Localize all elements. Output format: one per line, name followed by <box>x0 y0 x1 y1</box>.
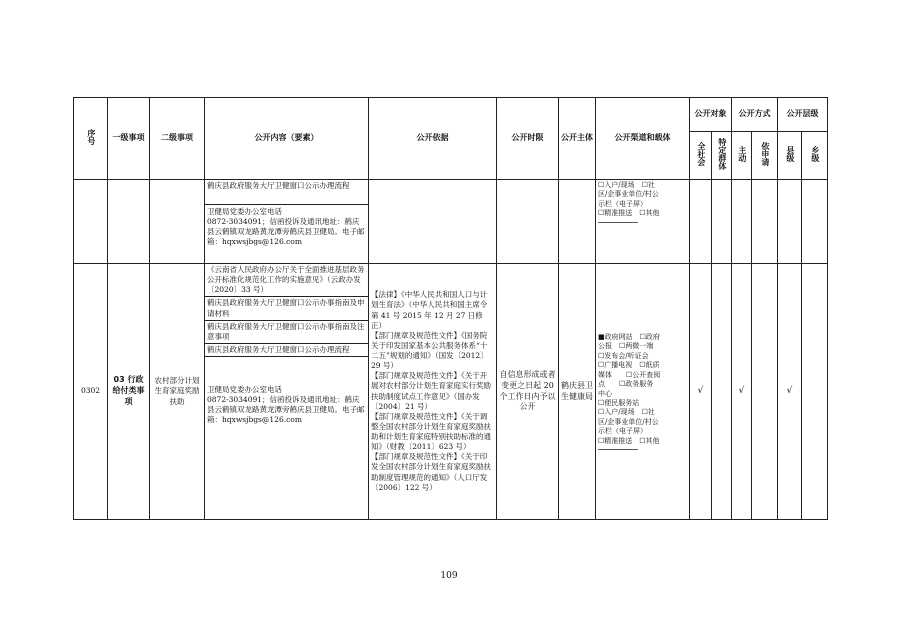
content-item: 《云南省人民政府办公厅关于全面推进基层政务公开标准化规范化工作的实施意见》（云政办发〔2020〕33 号） <box>205 264 368 297</box>
channel-option: ■政府网站 ☐政府 <box>598 332 660 341</box>
cell-target-specific <box>712 180 732 264</box>
cell-channel <box>596 180 690 264</box>
header-level: 公开层级 <box>778 98 828 132</box>
header-basis: 公开依据 <box>369 98 497 180</box>
cell-target-all <box>690 264 712 520</box>
channel-option: 示栏（电子屏） <box>598 427 647 436</box>
cell-subject <box>559 180 596 264</box>
header-channel: 公开渠道和载体 <box>596 98 690 180</box>
header-level-county: 县级 <box>778 132 802 180</box>
cell-level-county <box>778 264 802 520</box>
basis-item: 【法律】《中华人民共和国人口与计划生育法》（中华人民共和国主席令第 41 号 2015 年 12 月 27 日修正） <box>371 290 488 330</box>
basis-item: 【部门规章及规范性文件】《关于调整全国农村部分计划生育家庭奖励扶助和计划生育家庭特别扶助标准的通知》（财教〔2011〕623 号） <box>371 411 491 452</box>
header-target: 公开对象 <box>690 98 732 132</box>
cell-method-active <box>732 180 752 264</box>
content-item: 鹤庆县政府服务大厅卫健窗口公示办事指南及申请材料 <box>205 297 368 320</box>
cell-content <box>205 180 369 264</box>
page-number: 109 <box>440 571 458 581</box>
channel-option: 示栏（电子屏） <box>598 199 647 208</box>
content-item: 卫健局党委办公室电话 0872-3034091；信函投诉及通讯地址：鹤庆县云鹤镇双龙路黄龙潭旁鹤庆县卫健局。电子邮箱：hqxwsjbgs@126.com <box>207 207 365 247</box>
cell-time-limit <box>497 180 559 264</box>
header-level-township: 乡级 <box>802 132 828 180</box>
cell-level2: 农村部分计划生育家庭奖励扶助 <box>150 264 205 520</box>
cell-level-county <box>778 180 802 264</box>
table-row-0302 <box>74 264 828 520</box>
channel-option: 中心 <box>598 389 612 398</box>
cell-target-specific <box>712 264 732 520</box>
cell-subject: 鹤庆县卫生健康局 <box>559 264 596 520</box>
channel-option: ☐便民服务站 <box>598 398 640 407</box>
cell-level1 <box>108 180 150 264</box>
divider <box>598 222 638 223</box>
header-method-active: 主动 <box>732 132 752 180</box>
header-level1: 一级事项 <box>108 98 150 180</box>
channel-option: ☐入户/现场 ☐社 <box>598 408 655 417</box>
cell-basis <box>369 264 497 520</box>
basis-item: 【部门规章及规范性文件】《国务院关于印发国家基本公共服务体系“十二五”规划的通知》（国发〔2012〕29 号） <box>371 330 488 371</box>
cell-method-request <box>752 180 778 264</box>
basis-item: 【部门规章及规范性文件】《关于印发全国农村部分计划生育家庭奖励扶助制度管理规范的通知》（人口厅发〔2006〕122 号） <box>371 452 491 492</box>
cell-level2 <box>150 180 205 264</box>
content-item: 卫健局党委办公室电话 0872-3034091；信函投诉及通讯地址：鹤庆县云鹤镇双龙路黄龙潭旁鹤庆县卫健局。电子邮箱：hqxwsjbgs@126.com <box>207 385 365 425</box>
channel-option: ☐精准推送 ☐其他 <box>598 209 660 218</box>
header-time-limit: 公开时限 <box>497 98 559 180</box>
content-item: 鹤庆县政府服务大厅卫健窗口公示办事指南及注意事项 <box>205 321 368 344</box>
table-row-continued <box>74 180 828 264</box>
content-item: 鹤庆县政府服务大厅卫健窗口公示办理流程 <box>205 180 368 205</box>
cell-time-limit: 自信息形成或者变更之日起 20 个工作日内予以公开 <box>497 264 559 520</box>
cell-seq: 0302 <box>74 264 108 520</box>
cell-target-all <box>690 180 712 264</box>
header-method: 公开方式 <box>732 98 778 132</box>
cell-method-request <box>752 264 778 520</box>
cell-content <box>205 264 369 520</box>
header-method-request: 依申请 <box>752 132 778 180</box>
channel-option: 点 ☐政务服务 <box>598 380 654 389</box>
divider <box>598 449 638 450</box>
header-content: 公开内容（要素） <box>205 98 369 180</box>
cell-level-township <box>802 180 828 264</box>
content-item: 鹤庆县政府服务大厅卫健窗口公示办理流程 <box>205 344 368 357</box>
cell-basis <box>369 180 497 264</box>
header-target-specific: 特定群体 <box>712 132 732 180</box>
channel-option: ☐广播电视 ☐纸质 <box>598 361 660 370</box>
channel-option: ☐发布会/听证会 <box>598 351 649 360</box>
check-mark: √ <box>738 386 745 397</box>
header-subject: 公开主体 <box>559 98 596 180</box>
channel-option: 区/企事业单位/村公 <box>598 417 659 426</box>
cell-method-active <box>732 264 752 520</box>
channel-option: ☐入户/现场 ☐社 <box>598 181 655 189</box>
channel-option: 区/企事业单位/村公 <box>598 190 659 199</box>
cell-level1: 03 行政给付类事项 <box>108 264 150 520</box>
cell-level-township <box>802 264 828 520</box>
check-mark: √ <box>786 386 793 397</box>
check-mark: √ <box>697 386 704 397</box>
channel-option: 公报 ☐两微一端 <box>598 342 654 351</box>
cell-channel <box>596 264 690 520</box>
disclosure-table <box>73 97 828 520</box>
header-target-all: 全社会 <box>690 132 712 180</box>
header-level2: 二级事项 <box>150 98 205 180</box>
channel-option: ☐精准推送 ☐其他 <box>598 436 660 445</box>
basis-item: 【部门规章及规范性文件】《关于开展对农村部分计划生育家庭实行奖励扶助制度试点工作意见》（国办发〔2004〕21 号） <box>371 371 491 411</box>
channel-option: 媒体 ☐公开查阅 <box>598 370 661 379</box>
cell-seq <box>74 180 108 264</box>
header-seq: 序号 <box>74 98 108 180</box>
